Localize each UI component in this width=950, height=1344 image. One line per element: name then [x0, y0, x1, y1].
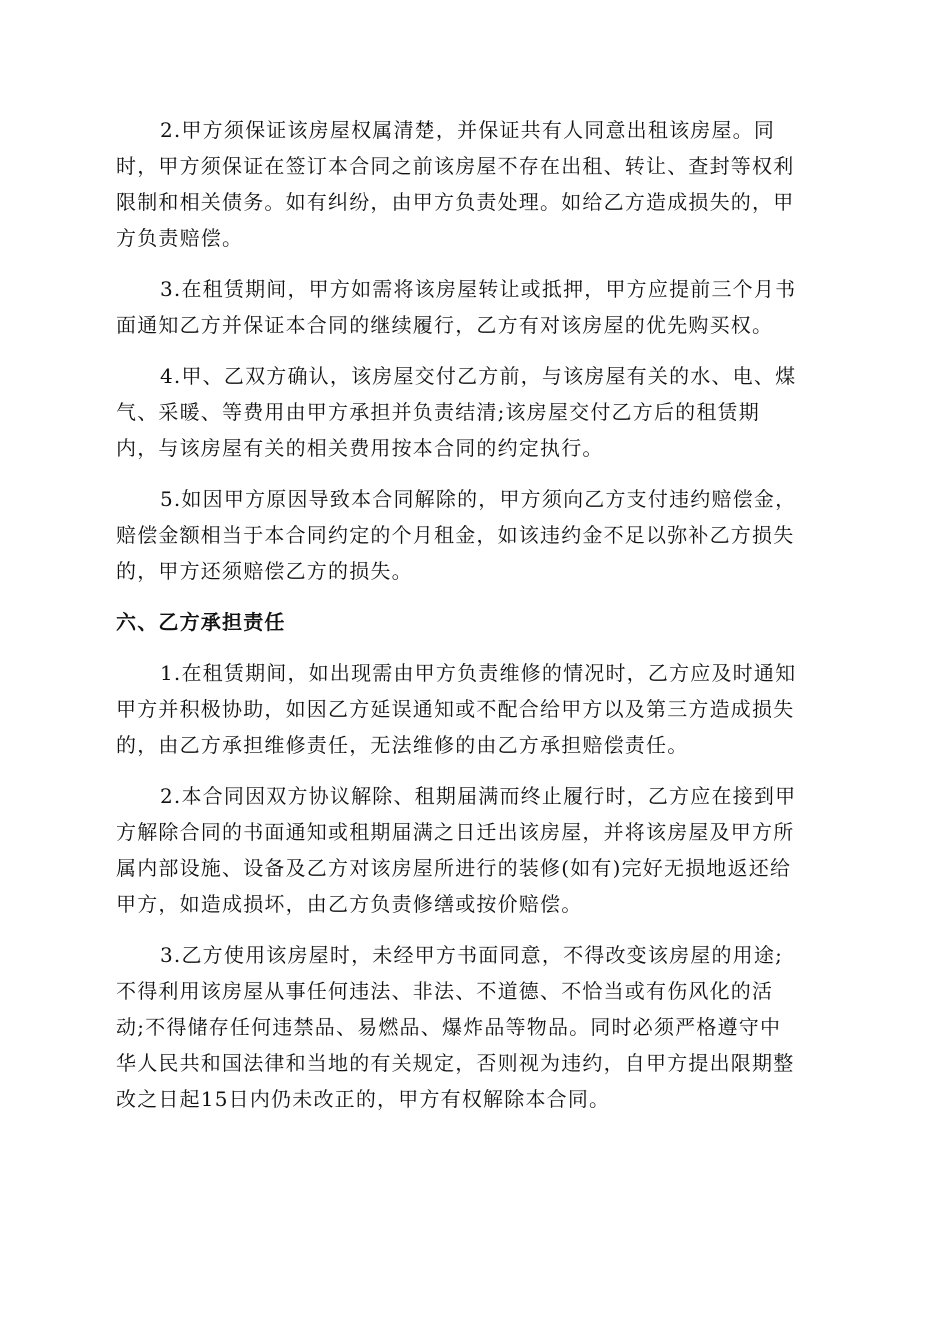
clause-line: 的，甲方还须赔偿乙方的损失。 [116, 559, 413, 583]
clause-line: 内，与该房屋有关的相关费用按本合同的约定执行。 [116, 436, 604, 460]
clause-6-1 [116, 655, 836, 763]
clause-line: 赔偿金额相当于本合同约定的个月租金，如该违约金不足以弥补乙方损失 [116, 523, 795, 547]
clause-6-2 [116, 778, 836, 922]
clause-line: 1.在租赁期间，如出现需由甲方负责维修的情况时，乙方应及时通知 [160, 661, 797, 685]
clause-line: 时，甲方须保证在签订本合同之前该房屋不存在出租、转让、查封等权利 [116, 154, 795, 178]
clause-line: 不得利用该房屋从事任何违法、非法、不道德、不恰当或有伤风化的活 [116, 979, 774, 1003]
clause-line: 方负责赔偿。 [116, 226, 244, 250]
clause-5-5 [116, 481, 836, 589]
clause-line: 方解除合同的书面通知或租期届满之日迁出该房屋，并将该房屋及甲方所 [116, 820, 795, 844]
clause-5-3 [116, 271, 836, 343]
clause-line: 甲方，如造成损坏，由乙方负责修缮或按价赔偿。 [116, 892, 583, 916]
clause-5-2 [116, 112, 836, 256]
clause-line: 2.本合同因双方协议解除、租期届满而终止履行时，乙方应在接到甲 [160, 784, 797, 808]
clause-line: 改之日起15日内仍未改正的，甲方有权解除本合同。 [116, 1087, 611, 1111]
clause-line: 限制和相关债务。如有纠纷，由甲方负责处理。如给乙方造成损失的，甲 [116, 190, 795, 214]
clause-5-4 [116, 358, 836, 466]
clause-line: 2.甲方须保证该房屋权属清楚，并保证共有人同意出租该房屋。同 [160, 118, 776, 142]
document-page [116, 112, 836, 1117]
clause-line: 动;不得储存任何违禁品、易燃品、爆炸品等物品。同时必须严格遵守中 [116, 1015, 782, 1039]
clause-line: 3.乙方使用该房屋时，未经甲方书面同意，不得改变该房屋的用途; [160, 943, 784, 967]
clause-line: 属内部设施、设备及乙方对该房屋所进行的装修(如有)完好无损地返还给 [116, 856, 792, 880]
clause-line: 的，由乙方承担维修责任，无法维修的由乙方承担赔偿责任。 [116, 733, 689, 757]
clause-line: 3.在租赁期间，甲方如需将该房屋转让或抵押，甲方应提前三个月书 [160, 277, 797, 301]
clause-line: 华人民共和国法律和当地的有关规定，否则视为违约，自甲方提出限期整 [116, 1051, 795, 1075]
clause-line: 气、采暖、等费用由甲方承担并负责结清;该房屋交付乙方后的租赁期 [116, 400, 760, 424]
clause-line: 4.甲、乙双方确认，该房屋交付乙方前，与该房屋有关的水、电、煤 [160, 364, 797, 388]
clause-6-3 [116, 937, 836, 1117]
clause-line: 甲方并积极协助，如因乙方延误通知或不配合给甲方以及第三方造成损失 [116, 697, 795, 721]
section-6-heading: 六、乙方承担责任 [116, 610, 286, 634]
clause-line: 5.如因甲方原因导致本合同解除的，甲方须向乙方支付违约赔偿金， [160, 487, 797, 511]
clause-line: 面通知乙方并保证本合同的继续履行，乙方有对该房屋的优先购买权。 [116, 313, 774, 337]
